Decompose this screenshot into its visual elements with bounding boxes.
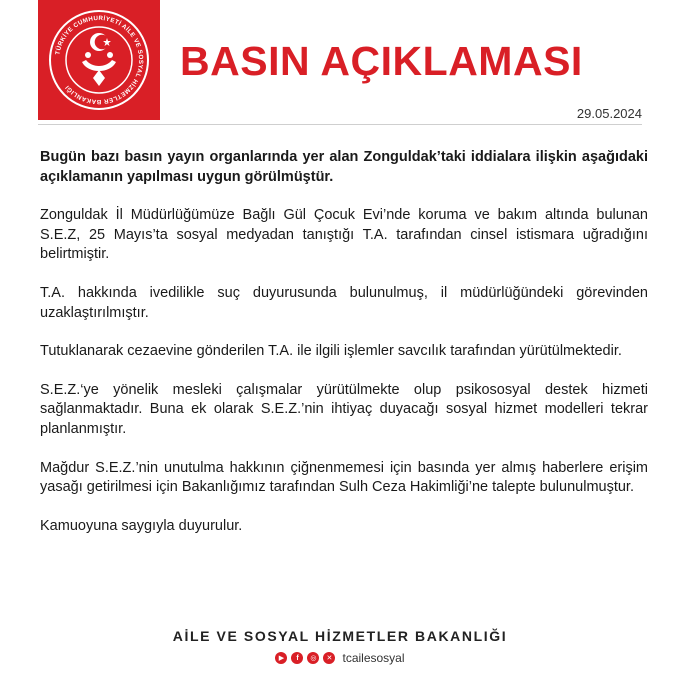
paragraph-2: T.A. hakkında ivedilikle suç duyurusunda bulunulmuş, il müdürlüğündeki görevinden uzaklaştırılmıştır.: [40, 284, 648, 321]
paragraph-5: Mağdur S.E.Z.’nin unutulma hakkının çiğnenmemesi için basında yer almış haberlere erişim yasağı getirilmesi için Bakanlığımız tarafından Sulh Ceza Hakimliği’ne talepte bulunulmuştur.: [40, 459, 648, 496]
press-release-body: [40, 148, 648, 555]
facebook-icon[interactable]: f: [291, 652, 303, 664]
paragraph-1: Zonguldak İl Müdürlüğümüze Bağlı Gül Çocuk Evi’nde koruma ve bakım altında bulunan S.E.Z, 25 Mayıs’ta sosyal medyadan tanıştığı T.A. tarafından cinsel istismara uğradığını belirtmiştir.: [40, 207, 648, 263]
header-divider: [38, 124, 642, 125]
social-links: [0, 651, 680, 665]
logo-ring-text: TÜRKİYE CUMHURİYETİ AİLE VE SOSYAL HİZMETLER BAKANLIĞI: [54, 14, 145, 106]
paragraph-4: S.E.Z.‘ye yönelik mesleki çalışmalar yürütülmekte olup psikososyal destek hizmeti sağlanmaktadır. Buna ek olarak S.E.Z.’nin ihtiyaç duyacağı sosyal hizmet modelleri tekrar planlanmıştır.: [40, 381, 648, 437]
ministry-logo: [38, 0, 160, 120]
x-icon[interactable]: ✕: [323, 652, 335, 664]
instagram-icon[interactable]: ◎: [307, 652, 319, 664]
youtube-icon[interactable]: ▶: [275, 652, 287, 664]
lead-paragraph: Bugün bazı basın yayın organlarında yer alan Zonguldak’taki iddialara ilişkin aşağıdaki açıklamanın yapılması uygun görülmüştür.: [40, 149, 648, 185]
social-handle[interactable]: tcailesosyal: [342, 651, 405, 665]
ministry-emblem-icon: [38, 0, 160, 120]
ministry-name: AİLE VE SOSYAL HİZMETLER BAKANLIĞI: [172, 628, 508, 644]
svg-text:TÜRKİYE CUMHURİYETİ AİLE VE SO: [54, 15, 144, 105]
page-title: BASIN AÇIKLAMASI: [180, 38, 583, 84]
paragraph-3: Tutuklanarak cezaevine gönderilen T.A. ile ilgili işlemler savcılık tarafından yürütülmektedir.: [40, 343, 622, 360]
release-date: 29.05.2024: [576, 106, 642, 121]
closing-paragraph: Kamuoyuna saygıyla duyurulur.: [40, 517, 243, 534]
